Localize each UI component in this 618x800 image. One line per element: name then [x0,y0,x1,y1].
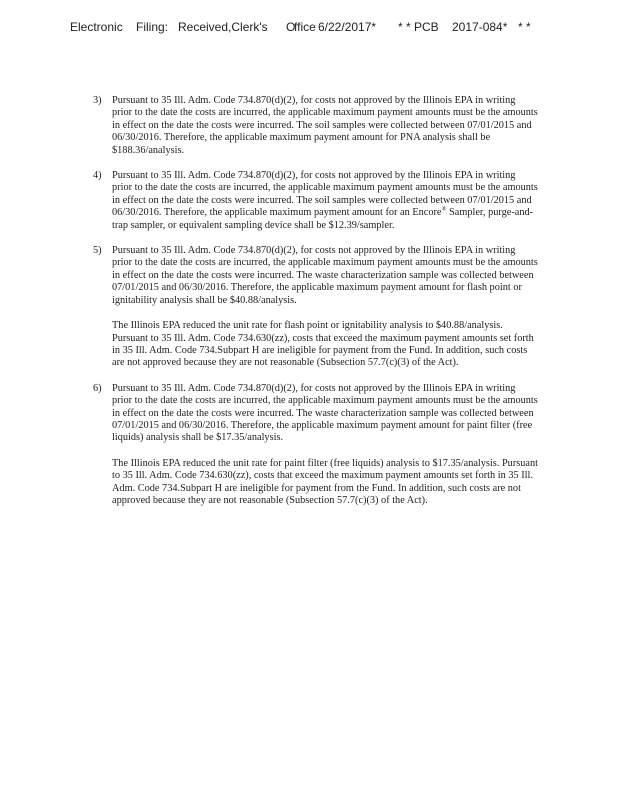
registered-mark: ® [441,205,447,213]
header-date: 6/22/2017* [318,20,377,34]
list-item [90,245,538,370]
header-stars: * * [518,20,531,34]
list-item [90,170,538,232]
item-paragraph: Pursuant to 35 Ill. Adm. Code 734.870(d)(2), for costs not approved by the Illinois EPA in writing prior to the date the costs are incurred, the applicable maximum payment amounts must be the amounts in effect on the date the costs were incurred. The waste characterization sample was collected between 07/01/2015 and 06/30/2016. Therefore, the applicable maximum payment amount for flash point or ignitability analysis shall be $40.88/analysis. [112,245,538,306]
paragraph-text: Pursuant to 35 Ill. Adm. Code 734.870(d)(2), for costs not approved by the Illinois EPA in writing prior to the date the costs are incurred, the applicable maximum payment amounts must be the amounts in effect on the date the costs were incurred. The soil samples were collected between 07/01/2015 and 06/30/2016. Therefore, the applicable maximum payment amount for an Encore [112,170,538,219]
header-electronic: Electronic [70,20,123,34]
header-received: Received,Clerk's [178,20,268,34]
item-paragraph [112,170,538,232]
item-number: 5) [93,245,102,257]
item-number: 3) [93,95,102,106]
header-filing: Filing: [136,20,169,34]
item-paragraph: Pursuant to 35 Ill. Adm. Code 734.870(d)(2), for costs not approved by the Illinois EPA in writing prior to the date the costs are incurred, the applicable maximum payment amounts must be the amounts in effect on the date the costs were incurred. The waste characterization sample was collected between 07/01/2015 and 06/30/2016. Therefore, the applicable maximum payment amount for paint filter (free liquids) analysis shall be $17.35/analysis. [112,382,538,444]
header-office-rest: ffice [294,20,316,34]
item-number: 4) [93,170,102,182]
header-office-o: O [286,20,296,34]
paragraph-text: Sampler, purge-and-trap sampler, or equivalent sampling device shall be $12.39/sampler. [112,207,534,231]
item-paragraph: The Illinois EPA reduced the unit rate for paint filter (free liquids) analysis to $17.35/analysis. Pursuant to 35 Ill. Adm. Code 734.630(zz), costs that exceed the maximum payment amounts set forth in 35 Ill. Adm. Code 734.Subpart H are ineligible for payment from the Fund. In addition, such costs are not approved because they are not reasonable (Subsection 57.7(c)(3) of the Act). [112,457,538,506]
header-pcb: * * PCB [398,20,439,34]
list-item [90,95,538,157]
item-number: 6) [93,382,102,394]
item-paragraph: The Illinois EPA reduced the unit rate for flash point or ignitability analysis to $40.88/analysis. Pursuant to 35 Ill. Adm. Code 734.630(zz), costs that exceed the maximum payment amounts set forth in 35 Ill. Adm. Code 734.Subpart H are ineligible for payment from the Fund. In addition, such costs are not approved because they are not reasonable (Subsection 57.7(c)(3) of the Act). [112,320,534,369]
document-body [90,95,538,520]
list-item [90,383,538,508]
filing-header [0,20,618,36]
header-case-number: 2017-084* [452,20,508,34]
item-paragraph: Pursuant to 35 Ill. Adm. Code 734.870(d)(2), for costs not approved by the Illinois EPA in writing prior to the date the costs are incurred, the applicable maximum payment amounts must be the amounts in effect on the date the costs were incurred. The soil samples were collected between 07/01/2015 and 06/30/2016. Therefore, the applicable maximum payment amount for PNA analysis shall be $188.36/analysis. [112,95,538,156]
